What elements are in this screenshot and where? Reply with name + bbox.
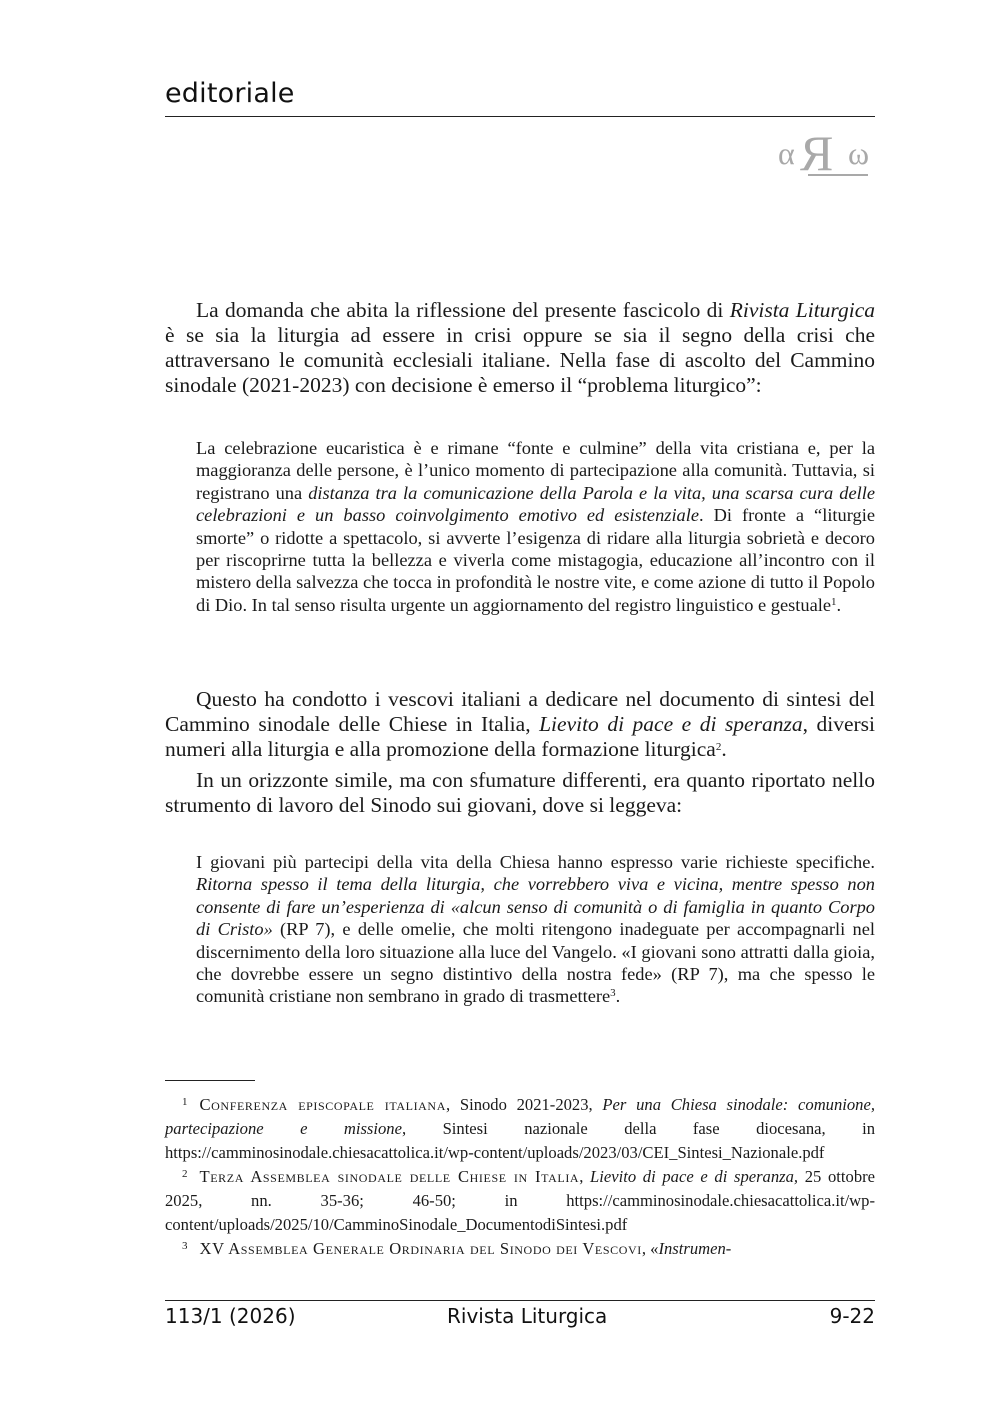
- header-rule: [165, 116, 875, 117]
- footer-rule: [165, 1300, 875, 1301]
- issue-number: 113/1 (2026): [165, 1304, 296, 1328]
- paragraph-sinodo-giovani: In un orizzonte simile, ma con sfumature differenti, era quanto riportato nello strumento di lavoro del Sinodo sui giovani, dove si leggeva:: [165, 768, 875, 817]
- logo-rho: Я: [800, 128, 834, 181]
- footnote-ref-1[interactable]: 1: [831, 595, 837, 608]
- section-label: editoriale: [165, 78, 295, 109]
- paragraph-vescovi: Questo ha condotto i vescovi italiani a dedicare nel documento di sintesi del Cammino sinodale delle Chiese in Italia, Lievito di pace e di speranza, diversi numeri alla liturgia e alla promozione della formazione liturgica$^2$.: [165, 687, 875, 761]
- footnote-rule: [165, 1080, 255, 1081]
- footnote-3: $^3$ XV Assemblea Generale Ordinaria del Sinodo dei Vescovi, «Instrumen-: [182, 1239, 732, 1258]
- footnote-2: $^2$ Terza Assemblea sinodale delle Chiese in Italia, Lievito di pace e di speranza, 25 ottobre 2025, nn. 35-36; 46-50; in https://camminosinodale.chiesacattolica.it/wp-content/uploads/2025/10/CamminoSinodale_DocumentodiSintesi.pdf: [165, 1167, 876, 1234]
- intro-paragraph: La domanda che abita la riflessione del presente fascicolo di Rivista Liturgica è se sia la liturgia ad essere in crisi oppure se sia il segno della crisi che attraversano le comunità ecclesiali italiane. Nella fase di ascolto del Cammino sinodale (2021-2023) con decisione è emerso il “problema liturgico”:: [165, 298, 876, 397]
- journal-logo: [778, 128, 878, 184]
- journal-title: Rivista Liturgica: [729, 298, 876, 322]
- block-quote-cei: La celebrazione eucaristica è e rimane “fonte e culmine” della vita cristiana e, per la maggioranza delle persone, è l’unico momento di partecipazione alla comunità. Tuttavia, si registrano una distanza tra la comunicazione della Parola e la vita, una scarsa cura delle celebrazioni e un basso coinvolgimento emotivo ed esistenziale. Di fronte a “liturgie smorte” o ridotte a spettacolo, si avverte l’esigenza di ridare alla liturgia sobrietà e decoro per riscoprirne tutta la bellezza e viverla come mistagogia, educazione all’incontro con il mistero della salvezza che tocca in profondità le nostre vite, e come azione di tutto il Popolo di Dio. In tal senso risulta urgente un aggiornamento del registro linguistico e gestuale$^1$.: [196, 438, 875, 615]
- page-range: 9-22: [829, 1304, 875, 1328]
- logo-alpha: α: [778, 135, 795, 171]
- footnote-1: $^1$ Conferenza episcopale italiana, Sinodo 2021-2023, Per una Chiesa sinodale: comunione, partecipazione e missione, Sintesi nazionale della fase diocesana, in https://camminosinodale.chiesacattolica.it/wp-content/uploads/2023/03/CEI_Sintesi_Nazionale.pdf: [165, 1095, 875, 1162]
- footnote-ref-2[interactable]: 2: [715, 741, 722, 753]
- journal-name: Rivista Liturgica: [447, 1304, 608, 1328]
- block-quote-giovani: I giovani più partecipi della vita della Chiesa hanno espresso varie richieste specifiche. Ritorna spesso il tema della liturgia, che vorrebbero viva e vicina, mentre spesso non consente di fare un’esperienza di «alcun senso di comunità o di famiglia in quanto Corpo di Cristo» (RP 7), e delle omelie, che molti ritengono inadeguate per accompagnarli nel discernimento della loro situazione alla luce del Vangelo. «I giovani sono attratti dalla gioia, che dovrebbe essere un segno distintivo della nostra fede» (RP 7), ma che spesso le comunità cristiane non sembrano in grado di trasmettere$^3$.: [196, 852, 875, 1007]
- footnote-ref-3[interactable]: 3: [610, 987, 616, 1000]
- logo-omega: ω: [848, 135, 870, 171]
